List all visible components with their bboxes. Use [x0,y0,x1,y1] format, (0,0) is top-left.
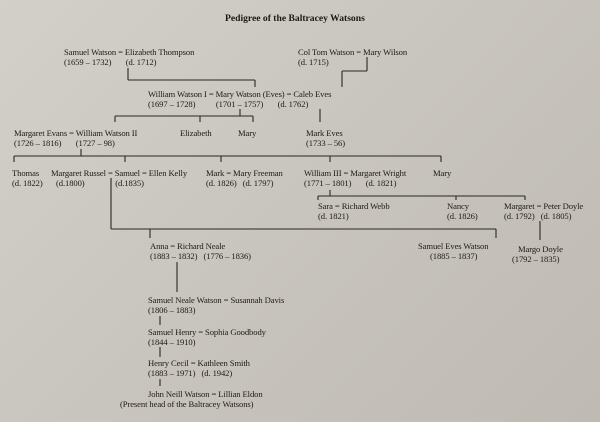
couple-dates: (1844 – 1910) [148,337,196,347]
couple-names: Margaret Russel = Samuel = Ellen Kelly [51,168,188,178]
couple-dates: (d. 1715) [298,57,329,67]
couple-margaret-samuel-ellen [51,168,187,188]
couple-dates: (1726 – 1816) (1727 – 98) [14,138,115,148]
couple-dates: (d.1800) (d.1835) [56,178,144,188]
couple-names: Margaret = Peter Doyle [504,201,584,211]
person-nancy [447,201,478,221]
couple-henrycecil-kathleen [148,358,250,378]
person-elizabeth: Elizabeth [180,128,212,138]
person-thomas [12,168,43,188]
couple-names: Col Tom Watson = Mary Wilson [298,47,408,57]
couple-johnneill-lillian [120,389,263,409]
couple-names: John Neill Watson = Lillian Eldon [148,389,263,399]
person-dates: (d. 1826) [447,211,478,221]
page-title: Pedigree of the Baltracey Watsons [225,13,365,24]
couple-names: Samuel Watson = Elizabeth Thompson [64,47,195,57]
person-name: Thomas [12,168,40,178]
couple-names: Margaret Evans = William Watson II [14,128,138,138]
couple-william3-margaretwright [304,168,406,188]
couple-samuelhenry-sophia [148,327,266,347]
couple-anna-richard [150,241,251,261]
person-name: Samuel Eves Watson [418,241,489,251]
couple-names: Samuel Henry = Sophia Goodbody [148,327,266,337]
couple-mark-maryfreeman [206,168,283,188]
person-mary-sister: Mary [433,168,452,178]
person-mark-eves [306,128,345,148]
person-dates: (1733 – 56) [306,138,345,148]
couple-dates: (1883 – 1971) (d. 1942) [148,368,233,378]
couple-dates: (1771 – 1801) (d. 1821) [304,178,397,188]
person-margo-doyle [512,244,563,264]
person-dates: (1885 – 1837) [430,251,478,261]
couple-dates: (d. 1826) (d. 1797) [206,178,274,188]
couple-dates: (1659 – 1732) (d. 1712) [64,57,157,67]
couple-names: Anna = Richard Neale [150,241,226,251]
couple-dates: (d. 1821) [318,211,349,221]
couple-names: Samuel Neale Watson = Susannah Davis [148,295,285,305]
couple-dates: (1697 – 1728) (1701 – 1757) (d. 1762) [148,99,309,109]
couple-note: (Present head of the Baltracey Watsons) [120,399,254,409]
couple-margaret-peter [504,201,583,221]
couple-dates: (1806 – 1883) [148,305,196,315]
couple-names: William Watson I = Mary Watson (Eves) = Caleb Eves [148,89,332,99]
couple-names: Sara = Richard Webb [318,201,390,211]
couple-samuel-elizabeth [64,47,194,67]
couple-sara-richard [318,201,390,221]
person-dates: (1792 – 1835) [512,254,560,264]
couple-dates: (d. 1792) (d. 1805) [504,211,572,221]
couple-names: Henry Cecil = Kathleen Smith [148,358,250,368]
person-name: Mark Eves [306,128,343,138]
couple-william1-mary [148,89,331,109]
couple-dates: (1883 – 1832) (1776 – 1836) [150,251,251,261]
couple-names: Mark = Mary Freeman [206,168,283,178]
couple-margaret-william2 [14,128,137,148]
person-mary: Mary [238,128,257,138]
couple-coltom-mary [298,47,407,67]
person-samuel-eves-watson [418,241,488,261]
couple-names: William III = Margaret Wright [304,168,407,178]
couple-samuelneale-susannah [148,295,284,315]
person-dates: (d. 1822) [12,178,43,188]
person-name: Margo Doyle [518,244,563,254]
person-name: Nancy [447,201,469,211]
